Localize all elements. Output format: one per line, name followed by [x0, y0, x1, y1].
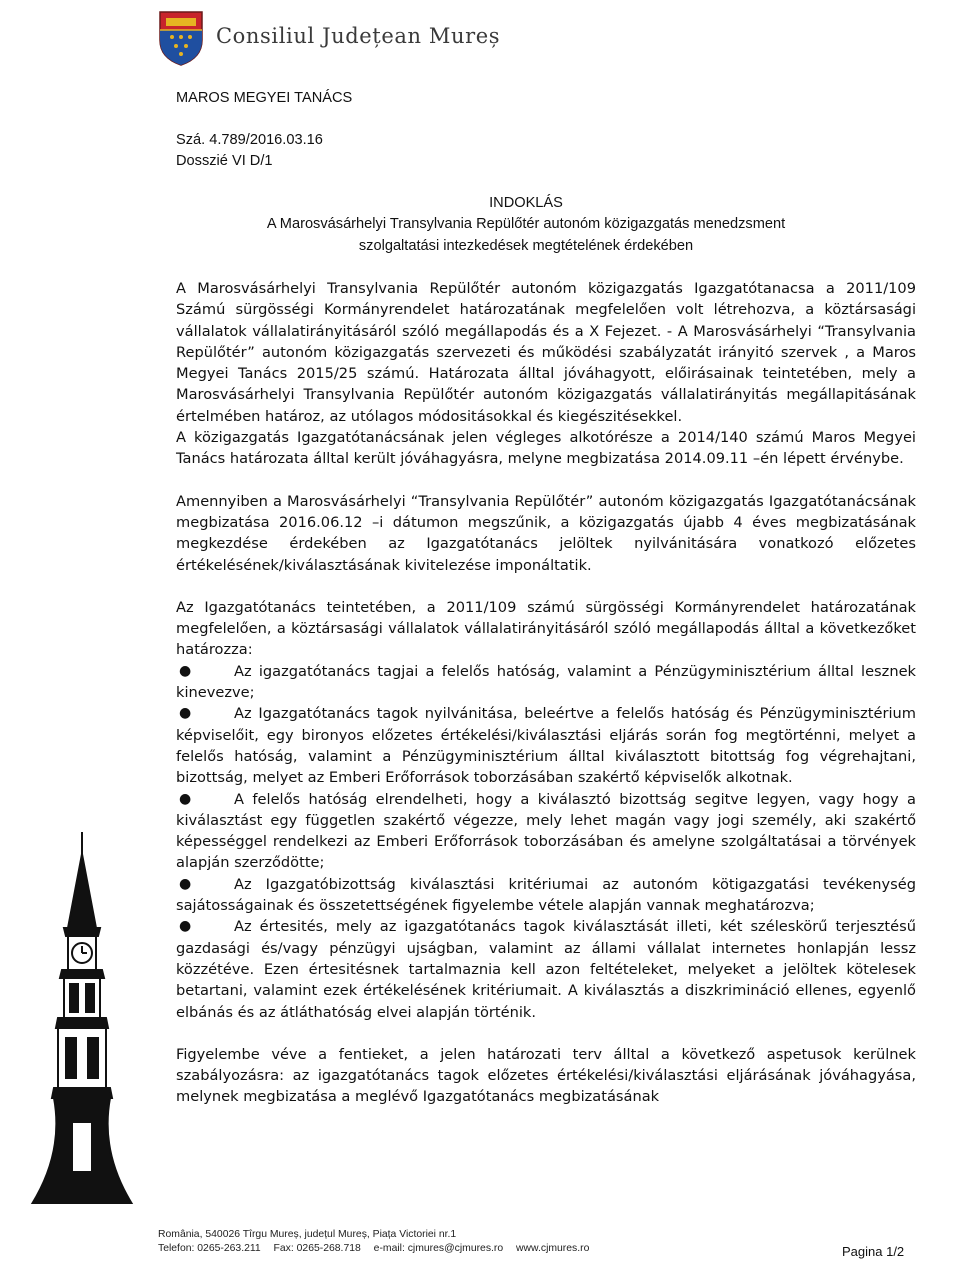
paragraph-4: Az Igazgatótanács teintetében, a 2011/109 számú sürgösségi Kormányrendelet határozatának megfelelően, a köztársasági vállalatok vállalatirányitásáról szóló megállapodás álltal a következőket határozza: [176, 598, 916, 659]
list-item: ● A felelős hatóság elrendelheti, hogy a kiválasztó bizottság segitve legyen, vagy hogy a kiválasztást egy független szakértő végezze, mely lehet magán vagy jogi személy, aki szakértő képességgel rendelkezi az Emberi Erőforrások toborzásában és amelyne szolgáltatásai a törvények alapján szerződötte; [176, 790, 916, 872]
bullet-icon: ● [179, 705, 192, 722]
list-item: ● Az igazgatótanács tagjai a felelős hatóság, valamint a Pénzügyminisztérium álltal lesznek kinevezve; [176, 662, 916, 702]
paragraph-3: Amennyiben a Marosvásárhelyi “Transylvania Repülőtér” autonóm közigazgatás Igazgatótanácsának megbizatása 2016.06.12 –i dátumon megszűnik, a közigazgatás újabb 4 éves megbizatásának megkezdése érdekében az Igazgatótanács jelöltek nyilvánitására vonatkozó előzetes értékelésének/kiválasztásának kivitelezése imponáltatik. [176, 492, 916, 574]
document-title-block [176, 193, 876, 257]
footer-fax: Fax: 0265-268.718 [273, 1243, 361, 1254]
registration-number: Szá. 4.789/2016.03.16 [176, 132, 323, 148]
list-item: ● Az Igazgatótanács tagok nyilvánitása, beleértve a felelős hatóság és Pénzügyminisztérium képviselőit, egy bironyos előzetes értékelési/kiválasztási eljárás során fog megtörténni, melyet a felelős hatóság, valamint a Pénzügyminisztérium álltal kiválasztott bitottság fog végrehajtani, bizottság, melyet az Emberi Erőforrások toborzásában szakértő képviselők alkotnak. [176, 705, 916, 787]
document-title: INDOKLÁS [489, 195, 563, 211]
bullet-icon: ● [179, 790, 192, 807]
footer-address: România, 540026 Tîrgu Mureș, județul Mureș, Piața Victoriei nr.1 [158, 1229, 457, 1240]
paragraph-5: Figyelembe véve a fentieket, a jelen határozati terv álltal a következő aspetusok kerülnek szabályozásra: az igazgatótanács tagok előzetes értékelési/kiválasztási eljárásának jóváhagyása, melynek megbizatása a meglévő Igazgatótanács megbizatásának [176, 1045, 916, 1106]
footer-contact [158, 1228, 589, 1256]
bullet-icon: ● [179, 918, 192, 935]
document-subtitle-line-1: A Marosvásárhelyi Transylvania Repülőtér autonóm közigazgatás menedzsment [266, 216, 786, 233]
council-name: Consiliul Județean Mureș [216, 24, 501, 48]
footer-website[interactable]: www.cjmures.ro [516, 1243, 590, 1254]
dossier-code: Dosszié VI D/1 [176, 153, 273, 170]
bullet-icon: ● [179, 662, 192, 679]
footer-email[interactable]: e-mail: cjmures@cjmures.ro [373, 1243, 504, 1254]
page-number: Pagina 1/2 [842, 1244, 905, 1259]
county-crest-icon [158, 10, 204, 66]
footer-phone: Telefon: 0265-263.211 [158, 1243, 261, 1254]
authority-name: MAROS MEGYEI TANÁCS [176, 90, 353, 106]
paragraph-1: A Marosvásárhelyi Transylvania Repülőtér autonóm közigazgatás Igazgatótanacsa a 2011/109 Számú sürgösségi Kormányrendelet határozatának megfelelően volt létrehozva, a köztársasági vállalatok vállalatirányitásáról szóló megállapodás és a X Fejezet. - A Marosvásárhelyi “Transylvania Repülőtér” autonóm közigazgatás szervezeti és működési szabályzatát irányitó szervek , a Maros Megyei Tanács 2015/25 számú. Határozata álltal jóváhagyott, előirásainak teintetében, mely a Marosvásárhelyi Transylvania Repülőtér autonóm közigazgatás vállalatirányitás megállapitásának értelmében határoz, az utólagos módositásokkal és kiegészitésekkel. [176, 280, 916, 425]
bullet-icon: ● [179, 875, 192, 892]
document-body [176, 278, 916, 1108]
list-item: ● Az értesités, mely az igazgatótanács tagok kiválasztását illeti, két széleskörű terjesztésű gazdasági és/vagy pénzügyi ujságban, valamint az állami vállalat internetes honlapján lessz közzétéve. Ezen értesitésnek tartalmaznia kell azon feltételeket, melyeket a jelöltek kötelesek betartani, valamint ezek értékelésének kritériumait. A kiválasztás a diszkrimináció ellenes, egyenlő elbánás és az átláthatóság elvei alapján történik. [176, 918, 916, 1021]
document-reference [176, 130, 916, 173]
document-header [176, 88, 916, 109]
paragraph-2: A közigazgatás Igazgatótanácsának jelen végleges alkotórésze a 2014/140 számú Maros Megyei Tanács határozata álltal került jóváhagyásra, melyne megbizatása 2014.09.11 –én lépett érvénybe. [176, 429, 916, 468]
clock-tower-icon [24, 832, 136, 1204]
list-item: ● Az Igazgatóbizottság kiválasztási kritériumai az autonóm kötigazgatási tevékenység sajátosságainak és összetettségének figyelembe vétele alapján vannak meghatározva; [176, 875, 916, 915]
document-subtitle-line-2: szolgaltatási intezkedések megtételének érdekében [358, 237, 694, 254]
